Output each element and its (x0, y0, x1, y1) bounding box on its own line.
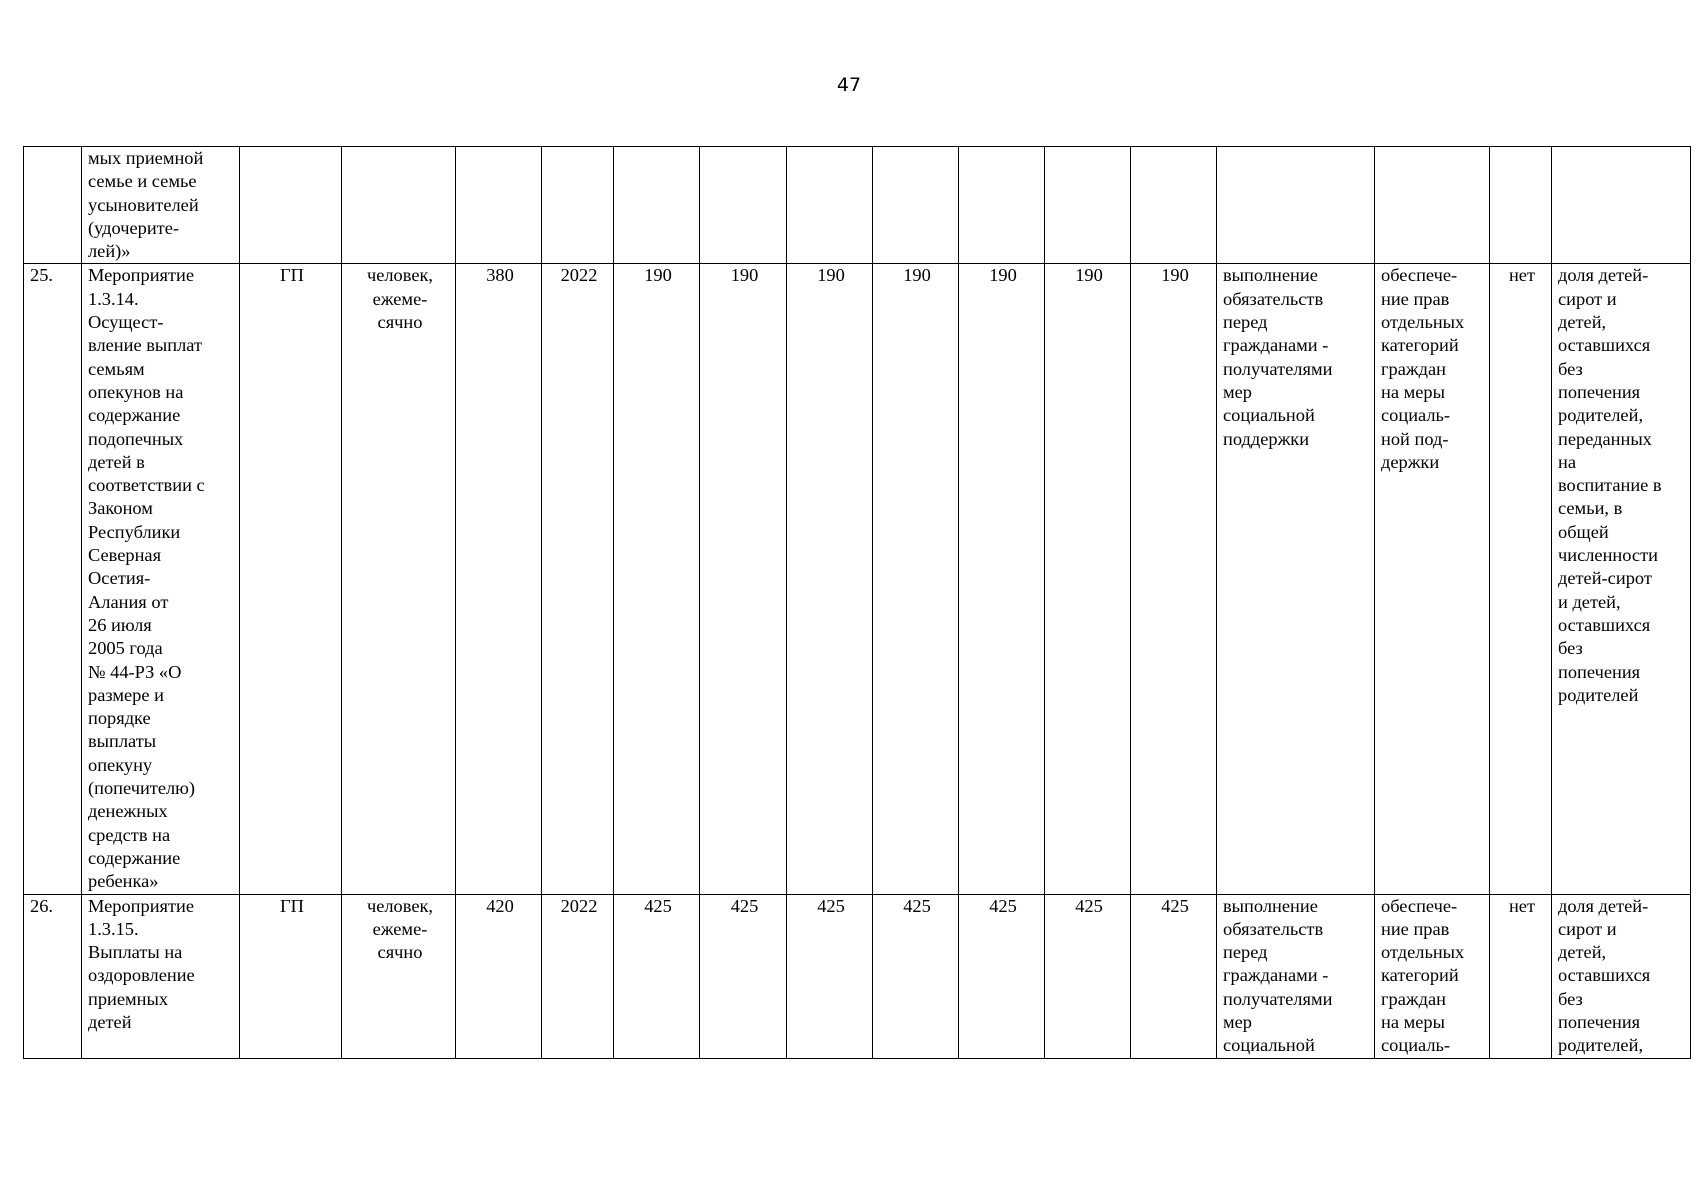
flag-cell: нет (1490, 894, 1552, 1058)
result-cell (1217, 147, 1375, 264)
indicator-cell: доля детей- сирот и детей, оставшихся без попечения родителей, переданных на воспитание в семьи, в общей численности детей-сирот и детей, оставшихся без попечения родителей (1552, 264, 1691, 894)
year-cell: 2022 (542, 264, 614, 894)
value-cell (1045, 147, 1131, 264)
row-number-cell: 25. (24, 264, 82, 894)
measure-name-cell: Мероприятие 1.3.15. Выплаты на оздоровление приемных детей (82, 894, 240, 1058)
purpose-cell: обеспече- ние прав отдельных категорий граждан на меры социаль- ной под- держки (1375, 264, 1490, 894)
table-row (24, 264, 1691, 894)
value-cell (614, 147, 700, 264)
measure-name-cell: мых приемной семье и семье усыновителей (удочерите- лей)» (82, 147, 240, 264)
value-cell: 190 (700, 264, 787, 894)
value-cell: 190 (1131, 264, 1217, 894)
result-cell: выполнение обязательств перед гражданами - получателями мер социальной поддержки (1217, 264, 1375, 894)
value-cell: 190 (787, 264, 873, 894)
value-cell: 190 (614, 264, 700, 894)
program-cell: ГП (240, 264, 342, 894)
year-cell: 2022 (542, 894, 614, 1058)
table-row (24, 147, 1691, 264)
value-cell (787, 147, 873, 264)
measures-table (23, 146, 1691, 1059)
value-cell: 190 (959, 264, 1045, 894)
program-cell (240, 147, 342, 264)
value-cell (456, 147, 542, 264)
result-cell: выполнение обязательств перед гражданами - получателями мер социальной (1217, 894, 1375, 1058)
unit-cell: человек, ежеме- сячно (342, 894, 456, 1058)
value-cell: 190 (1045, 264, 1131, 894)
purpose-cell (1375, 147, 1490, 264)
indicator-cell (1552, 147, 1691, 264)
flag-cell (1490, 147, 1552, 264)
year-cell (542, 147, 614, 264)
purpose-cell: обеспече- ние прав отдельных категорий граждан на меры социаль- (1375, 894, 1490, 1058)
flag-cell: нет (1490, 264, 1552, 894)
unit-cell: человек, ежеме- сячно (342, 264, 456, 894)
value-cell: 425 (1131, 894, 1217, 1058)
unit-cell (342, 147, 456, 264)
table-row (24, 894, 1691, 1058)
value-cell: 425 (959, 894, 1045, 1058)
value-cell: 425 (873, 894, 959, 1058)
row-number-cell: 26. (24, 894, 82, 1058)
measure-name-cell: Мероприятие 1.3.14. Осущест- вление выплат семьям опекунов на содержание подопечных детей в соответствии с Законом Республики Северная Осетия- Алания от 26 июля 2005 года № 44-РЗ «О размере и порядке выплаты опекуну (попечителю) денежных средств на содержание ребенка» (82, 264, 240, 894)
value-cell (873, 147, 959, 264)
value-cell: 420 (456, 894, 542, 1058)
value-cell: 425 (1045, 894, 1131, 1058)
value-cell: 425 (787, 894, 873, 1058)
page-number: 47 (836, 74, 862, 96)
row-number-cell (24, 147, 82, 264)
value-cell: 380 (456, 264, 542, 894)
value-cell (959, 147, 1045, 264)
value-cell (700, 147, 787, 264)
value-cell (1131, 147, 1217, 264)
value-cell: 190 (873, 264, 959, 894)
value-cell: 425 (614, 894, 700, 1058)
value-cell: 425 (700, 894, 787, 1058)
program-cell: ГП (240, 894, 342, 1058)
indicator-cell: доля детей- сирот и детей, оставшихся без попечения родителей, (1552, 894, 1691, 1058)
